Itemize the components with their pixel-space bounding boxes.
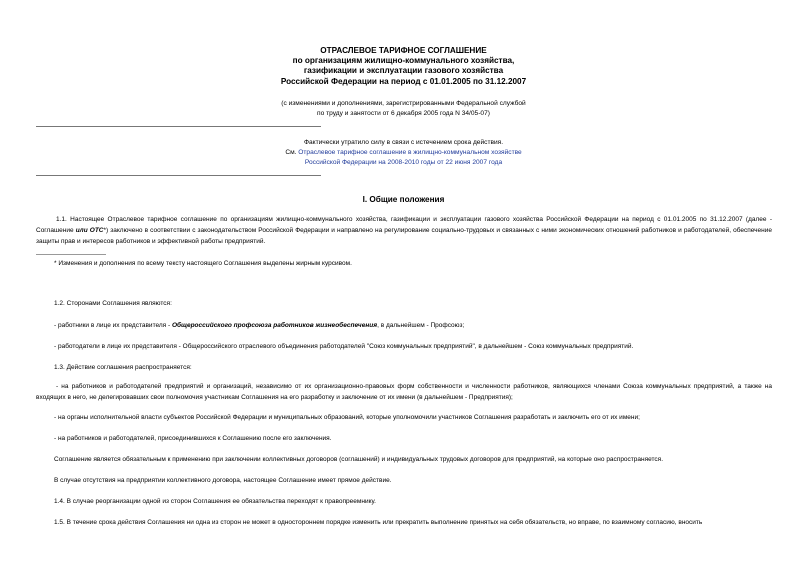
successor-agreement-link-line-2[interactable]: Российской Федерации на 2008-2010 годы от 22 июня 2007 года [304, 159, 503, 166]
title-line-2: по организациям жилищно-коммунального хозяйства, [292, 56, 515, 66]
divider-bottom [36, 175, 321, 176]
amendments-line-2: по труду и занятости от 6 декабря 2005 года N 34/05-07) [317, 110, 490, 117]
workers-union-name: Общероссийского профсоюза работников жизнеобеспечения [171, 322, 378, 329]
status-line-1: Фактически утратило силу в связи с истечением срока действия. [303, 139, 504, 146]
scope-item-3: - на работников и работодателей, присоединившихся к Соглашению после его заключения. [54, 435, 332, 442]
workers-text-a: - работники в лице их представителя - [54, 322, 172, 329]
binding-clause: Соглашение является обязательным к применению при заключении коллективных договоров (соглашений) и индивидуальных трудовых договоров для предприятий, на которые оно распространяется. [54, 456, 663, 463]
status-line-2 [0, 148, 807, 158]
section-heading: I. Общие положения [362, 195, 445, 204]
amendments-line-1: (с изменениями и дополнениями, зарегистрированными Федеральной службой [281, 100, 526, 107]
p1-1-text-b: *) заключено в соответствии с законодательством Российской Федерации и направлено на регулирование социально-трудовых и связанных с ними экономических отношений работников и работодателей, обеспечение защиты прав и интересов работников и эффективной работы предприятий. [36, 227, 772, 245]
paragraph-1-1 [36, 214, 772, 247]
divider-top [36, 126, 321, 127]
title-line-3: газификации и эксплуатации газового хозяйства [303, 66, 504, 76]
p1-1-bold: или ОТС [75, 227, 104, 234]
parties-employers: - работодатели в лице их представителя - Общероссийского отраслевого объединения работодателей "Союз коммунальных предприятий", в дальнейшем - Союз коммунальных предприятий. [54, 343, 634, 350]
parties-workers [54, 322, 464, 329]
successor-agreement-link[interactable]: Отраслевое тарифное соглашение в жилищно-коммунальном хозяйстве [298, 149, 522, 156]
scope-item-1: - на работников и работодателей предприятий и организаций, независимо от их организационно-правовых форм собственности и численности работников, являющихся членами Союза коммунальных предприятий, а также на входящих в него, не делегировавших свои полномочия участникам Соглашения на его разработку и заключение от их имени (в дальнейшем - Предприятия); [36, 383, 772, 401]
footnote: * Изменения и дополнения по всему тексту настоящего Соглашения выделены жирным курсивом. [54, 260, 352, 267]
p1-1-text-a: 1.1. Настоящее Отраслевое тарифное соглашение по организациям жилищно-коммунального хозяйства, газификации и эксплуатации газового хозяйства Российской Федерации на период с 01.01.2005 по 31.12.2007 (далее - Соглашение [36, 216, 772, 234]
paragraph-1-3: 1.3. Действие соглашения распространяется: [54, 364, 192, 371]
scope-item-2: - на органы исполнительной власти субъектов Российской Федерации и муниципальных образований, которые уполномочили участников Соглашения разработать и заключить его от их имени; [54, 414, 640, 421]
paragraph-1-2: 1.2. Сторонами Соглашения являются: [54, 300, 172, 307]
see-prefix: См. [285, 149, 299, 156]
paragraph-1-4: 1.4. В случае реорганизации одной из сторон Соглашения ее обязательства переходят к правопреемнику. [54, 498, 376, 505]
direct-effect-clause: В случае отсутствия на предприятии коллективного договора, настоящее Соглашение имеет прямое действие. [54, 477, 392, 484]
workers-text-b: , в дальнейшем - Профсоюз; [377, 322, 465, 329]
footnote-divider [36, 254, 106, 255]
amendments-note [0, 99, 807, 119]
title-line-4: Российской Федерации на период с 01.01.2005 по 31.12.2007 [280, 76, 527, 86]
status-note [0, 138, 807, 168]
title-line-1: ОТРАСЛЕВОЕ ТАРИФНОЕ СОГЛАШЕНИЕ [320, 46, 487, 55]
paragraph-1-5: 1.5. В течение срока действия Соглашения ни одна из сторон не может в одностороннем порядке изменить или прекратить выполнение принятых на себя обязательств, но вправе, по взаимному согласию, вносить [54, 519, 703, 526]
document-title [0, 46, 807, 87]
